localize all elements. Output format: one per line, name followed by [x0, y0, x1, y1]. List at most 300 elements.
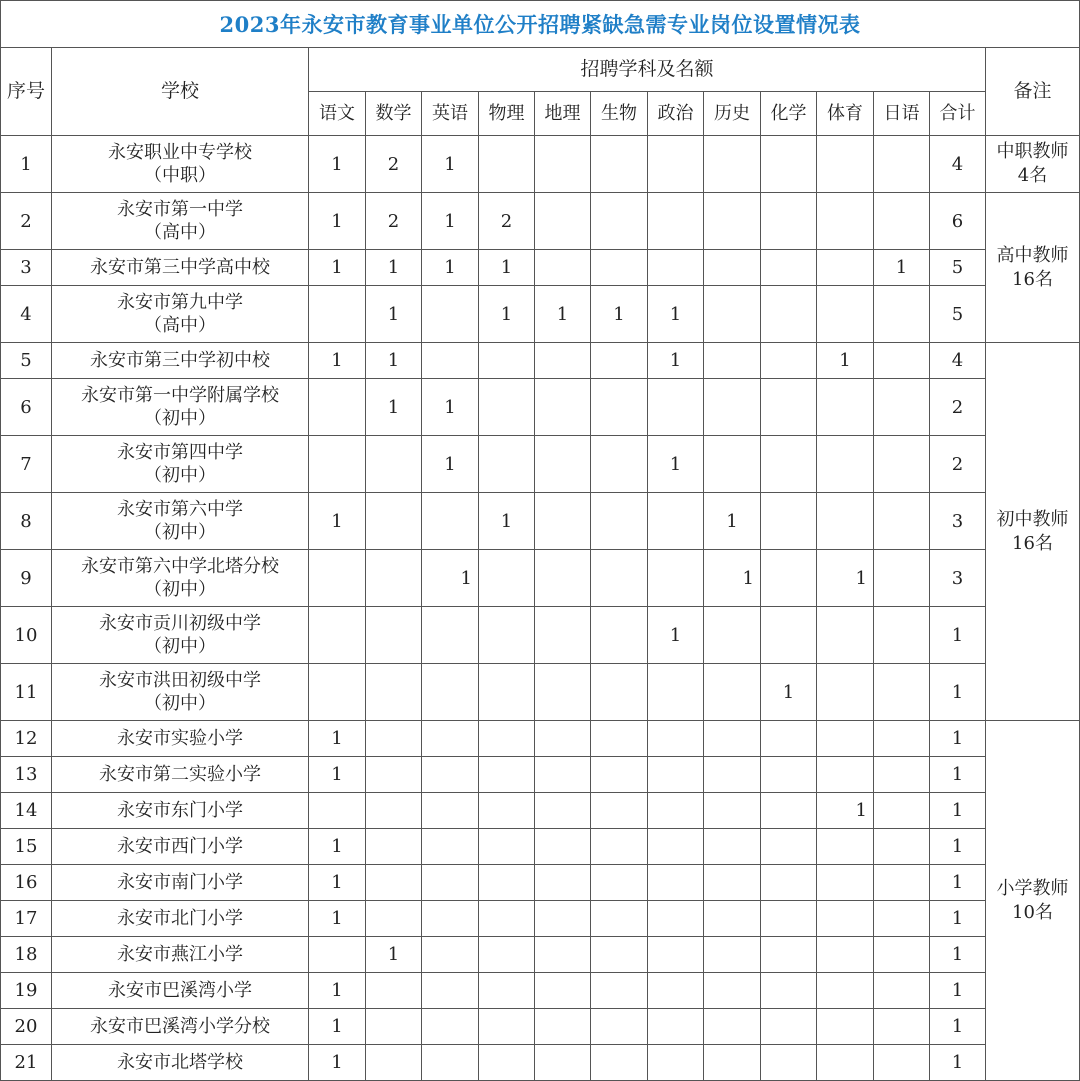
quota-cell	[648, 973, 704, 1009]
quota-cell	[874, 379, 930, 436]
row-index: 8	[1, 493, 52, 550]
quota-cell	[479, 901, 535, 937]
quota-cell	[422, 793, 479, 829]
quota-cell: 1	[366, 937, 422, 973]
quota-cell	[422, 343, 479, 379]
quota-cell: 1	[309, 973, 366, 1009]
subject-header: 体育	[817, 92, 874, 136]
quota-cell	[874, 973, 930, 1009]
quota-cell	[535, 379, 591, 436]
quota-cell	[704, 1045, 761, 1081]
quota-cell	[761, 379, 817, 436]
quota-cell	[366, 793, 422, 829]
subject-header: 地理	[535, 92, 591, 136]
row-total: 1	[930, 937, 986, 973]
school-name: 永安市西门小学	[52, 829, 309, 865]
quota-cell	[817, 1009, 874, 1045]
quota-cell	[648, 901, 704, 937]
table-row	[1, 937, 1080, 973]
row-index: 3	[1, 250, 52, 286]
quota-cell	[366, 436, 422, 493]
quota-cell	[591, 343, 648, 379]
quota-cell	[309, 607, 366, 664]
row-index: 7	[1, 436, 52, 493]
quota-cell	[874, 1045, 930, 1081]
quota-cell	[366, 607, 422, 664]
table-row	[1, 865, 1080, 901]
row-index: 9	[1, 550, 52, 607]
row-index: 11	[1, 664, 52, 721]
quota-cell: 1	[309, 1009, 366, 1045]
quota-cell	[874, 493, 930, 550]
quota-cell	[874, 901, 930, 937]
quota-cell	[704, 286, 761, 343]
row-index: 10	[1, 607, 52, 664]
row-total: 1	[930, 607, 986, 664]
table-row	[1, 721, 1080, 757]
row-index: 13	[1, 757, 52, 793]
quota-cell	[874, 1009, 930, 1045]
table-row	[1, 193, 1080, 250]
quota-cell	[591, 829, 648, 865]
quota-cell	[648, 865, 704, 901]
quota-cell: 1	[309, 865, 366, 901]
quota-cell	[648, 1009, 704, 1045]
quota-cell: 1	[309, 193, 366, 250]
quota-cell	[761, 973, 817, 1009]
row-index: 20	[1, 1009, 52, 1045]
quota-cell	[648, 379, 704, 436]
row-total: 5	[930, 286, 986, 343]
quota-cell	[817, 493, 874, 550]
quota-cell	[479, 607, 535, 664]
quota-cell	[309, 550, 366, 607]
quota-cell	[535, 1045, 591, 1081]
quota-cell	[366, 721, 422, 757]
quota-cell	[761, 286, 817, 343]
quota-cell: 1	[648, 286, 704, 343]
quota-cell	[422, 937, 479, 973]
school-name: 永安市巴溪湾小学	[52, 973, 309, 1009]
quota-cell	[874, 865, 930, 901]
quota-cell	[479, 757, 535, 793]
quota-cell	[535, 550, 591, 607]
quota-cell: 1	[479, 250, 535, 286]
quota-cell	[704, 757, 761, 793]
quota-cell	[535, 193, 591, 250]
quota-cell	[591, 607, 648, 664]
row-total: 1	[930, 901, 986, 937]
quota-cell	[704, 865, 761, 901]
row-index: 5	[1, 343, 52, 379]
table-row	[1, 493, 1080, 550]
quota-cell: 1	[422, 193, 479, 250]
quota-cell	[817, 286, 874, 343]
school-name: 永安职业中专学校 （中职）	[52, 136, 309, 193]
quota-cell	[761, 193, 817, 250]
quota-cell: 1	[366, 286, 422, 343]
quota-cell: 1	[479, 286, 535, 343]
quota-cell	[479, 1045, 535, 1081]
quota-cell	[535, 901, 591, 937]
subject-header: 政治	[648, 92, 704, 136]
quota-cell: 1	[309, 250, 366, 286]
row-index: 4	[1, 286, 52, 343]
quota-cell	[817, 379, 874, 436]
quota-cell	[422, 865, 479, 901]
quota-cell	[761, 937, 817, 973]
quota-cell: 1	[309, 721, 366, 757]
row-index: 17	[1, 901, 52, 937]
quota-cell	[422, 973, 479, 1009]
quota-cell: 1	[422, 250, 479, 286]
quota-cell	[761, 136, 817, 193]
row-total: 2	[930, 436, 986, 493]
quota-cell	[704, 193, 761, 250]
quota-cell	[874, 436, 930, 493]
quota-cell	[535, 793, 591, 829]
quota-cell: 1	[591, 286, 648, 343]
school-name: 永安市实验小学	[52, 721, 309, 757]
row-index: 6	[1, 379, 52, 436]
row-index: 1	[1, 136, 52, 193]
quota-cell	[874, 193, 930, 250]
quota-cell	[591, 973, 648, 1009]
quota-cell	[535, 493, 591, 550]
quota-cell: 1	[817, 343, 874, 379]
quota-cell	[422, 829, 479, 865]
quota-cell	[817, 721, 874, 757]
school-name: 永安市洪田初级中学 （初中）	[52, 664, 309, 721]
quota-cell	[817, 937, 874, 973]
quota-cell: 1	[422, 136, 479, 193]
quota-cell	[591, 136, 648, 193]
quota-cell: 1	[366, 250, 422, 286]
quota-cell	[648, 721, 704, 757]
quota-cell	[422, 901, 479, 937]
table-row	[1, 436, 1080, 493]
quota-cell	[366, 901, 422, 937]
subject-header: 历史	[704, 92, 761, 136]
table-row	[1, 607, 1080, 664]
quota-cell	[422, 721, 479, 757]
quota-cell	[648, 829, 704, 865]
quota-cell	[648, 250, 704, 286]
row-index: 14	[1, 793, 52, 829]
school-name: 永安市第三中学高中校	[52, 250, 309, 286]
quota-cell	[874, 136, 930, 193]
row-total: 1	[930, 664, 986, 721]
quota-cell	[817, 193, 874, 250]
quota-cell	[761, 550, 817, 607]
school-name: 永安市北门小学	[52, 901, 309, 937]
quota-cell	[479, 1009, 535, 1045]
quota-cell	[366, 865, 422, 901]
row-total: 1	[930, 865, 986, 901]
school-name: 永安市第六中学北塔分校 （初中）	[52, 550, 309, 607]
quota-cell	[761, 343, 817, 379]
quota-cell: 1	[422, 550, 479, 607]
quota-cell	[704, 793, 761, 829]
quota-cell	[535, 136, 591, 193]
quota-cell	[874, 829, 930, 865]
quota-cell	[422, 1045, 479, 1081]
quota-cell	[479, 937, 535, 973]
quota-cell	[591, 721, 648, 757]
quota-cell: 1	[704, 550, 761, 607]
quota-cell	[874, 937, 930, 973]
quota-cell	[591, 937, 648, 973]
remark-cell: 初中教师 16名	[986, 343, 1080, 721]
school-name: 永安市北塔学校	[52, 1045, 309, 1081]
quota-cell: 1	[648, 436, 704, 493]
quota-cell	[704, 937, 761, 973]
quota-cell	[704, 343, 761, 379]
quota-cell	[422, 286, 479, 343]
quota-cell: 1	[309, 901, 366, 937]
remark-cell: 小学教师 10名	[986, 721, 1080, 1081]
quota-cell	[535, 865, 591, 901]
quota-cell	[591, 757, 648, 793]
row-total: 1	[930, 721, 986, 757]
quota-cell	[479, 865, 535, 901]
subject-header: 语文	[309, 92, 366, 136]
quota-cell: 1	[309, 493, 366, 550]
quota-cell	[309, 379, 366, 436]
quota-cell	[817, 829, 874, 865]
quota-cell: 1	[366, 379, 422, 436]
quota-cell: 2	[479, 193, 535, 250]
quota-cell	[309, 664, 366, 721]
index-header: 序号	[1, 48, 52, 136]
quota-cell	[648, 1045, 704, 1081]
quota-cell	[591, 436, 648, 493]
table-row	[1, 973, 1080, 1009]
quota-cell	[535, 250, 591, 286]
quota-cell	[874, 286, 930, 343]
quota-cell	[479, 721, 535, 757]
quota-cell: 1	[817, 793, 874, 829]
quota-cell	[761, 829, 817, 865]
quota-cell	[874, 757, 930, 793]
quota-cell	[761, 1045, 817, 1081]
quota-cell	[535, 1009, 591, 1045]
quota-cell	[479, 136, 535, 193]
subject-header: 日语	[874, 92, 930, 136]
quota-cell	[479, 829, 535, 865]
quota-cell	[761, 757, 817, 793]
school-name: 永安市第一中学附属学校 （初中）	[52, 379, 309, 436]
quota-cell	[648, 664, 704, 721]
subjects-group-header: 招聘学科及名额	[309, 48, 986, 92]
quota-cell	[422, 757, 479, 793]
row-total: 3	[930, 493, 986, 550]
school-name: 永安市第二实验小学	[52, 757, 309, 793]
quota-cell	[479, 793, 535, 829]
quota-cell	[366, 973, 422, 1009]
quota-cell: 1	[422, 379, 479, 436]
row-total: 1	[930, 757, 986, 793]
quota-cell	[648, 550, 704, 607]
quota-cell	[874, 607, 930, 664]
quota-cell	[761, 436, 817, 493]
quota-cell	[648, 493, 704, 550]
quota-cell	[704, 664, 761, 721]
table-title: 2023年永安市教育事业单位公开招聘紧缺急需专业岗位设置情况表	[1, 1, 1080, 48]
quota-cell: 1	[309, 136, 366, 193]
quota-cell	[817, 1045, 874, 1081]
quota-cell	[591, 193, 648, 250]
quota-cell	[591, 1009, 648, 1045]
quota-cell	[535, 343, 591, 379]
row-total: 1	[930, 793, 986, 829]
school-header: 学校	[52, 48, 309, 136]
quota-cell	[874, 550, 930, 607]
school-name: 永安市第九中学 （高中）	[52, 286, 309, 343]
quota-cell: 1	[309, 343, 366, 379]
quota-cell	[591, 865, 648, 901]
quota-cell	[817, 436, 874, 493]
quota-cell	[704, 721, 761, 757]
quota-cell	[591, 250, 648, 286]
row-total: 3	[930, 550, 986, 607]
table-row	[1, 901, 1080, 937]
quota-cell	[648, 757, 704, 793]
row-index: 15	[1, 829, 52, 865]
quota-cell	[648, 136, 704, 193]
quota-cell	[817, 136, 874, 193]
quota-cell	[704, 901, 761, 937]
quota-cell	[761, 250, 817, 286]
table-row	[1, 793, 1080, 829]
remark-cell: 高中教师 16名	[986, 193, 1080, 343]
school-name: 永安市贡川初级中学 （初中）	[52, 607, 309, 664]
quota-cell	[817, 973, 874, 1009]
row-total: 6	[930, 193, 986, 250]
quota-cell	[535, 829, 591, 865]
header-row-1	[1, 48, 1080, 92]
quota-cell	[874, 793, 930, 829]
quota-cell	[591, 493, 648, 550]
quota-cell: 1	[366, 343, 422, 379]
table-row	[1, 664, 1080, 721]
quota-cell	[704, 136, 761, 193]
row-total: 1	[930, 1009, 986, 1045]
row-total: 1	[930, 973, 986, 1009]
quota-cell	[648, 193, 704, 250]
quota-cell	[761, 493, 817, 550]
quota-cell: 1	[309, 757, 366, 793]
quota-cell	[817, 607, 874, 664]
quota-cell: 2	[366, 136, 422, 193]
row-index: 2	[1, 193, 52, 250]
quota-cell: 1	[535, 286, 591, 343]
quota-cell	[309, 286, 366, 343]
quota-cell	[422, 607, 479, 664]
quota-cell	[535, 757, 591, 793]
school-name: 永安市燕江小学	[52, 937, 309, 973]
quota-cell	[535, 937, 591, 973]
table-row	[1, 1045, 1080, 1081]
row-index: 16	[1, 865, 52, 901]
quota-cell	[479, 664, 535, 721]
table-row	[1, 757, 1080, 793]
table-row	[1, 250, 1080, 286]
school-name: 永安市第一中学 （高中）	[52, 193, 309, 250]
quota-cell: 2	[366, 193, 422, 250]
quota-cell	[535, 721, 591, 757]
quota-cell	[366, 664, 422, 721]
quota-cell	[366, 550, 422, 607]
quota-cell: 1	[309, 1045, 366, 1081]
quota-cell	[704, 607, 761, 664]
subject-header: 物理	[479, 92, 535, 136]
school-name: 永安市东门小学	[52, 793, 309, 829]
quota-cell	[591, 1045, 648, 1081]
subject-header: 生物	[591, 92, 648, 136]
quota-cell	[366, 829, 422, 865]
quota-cell	[535, 664, 591, 721]
table-row	[1, 1009, 1080, 1045]
quota-cell	[422, 1009, 479, 1045]
quota-cell	[648, 937, 704, 973]
quota-cell	[874, 664, 930, 721]
row-total: 1	[930, 829, 986, 865]
quota-cell	[535, 436, 591, 493]
quota-cell	[422, 664, 479, 721]
quota-cell: 1	[874, 250, 930, 286]
quota-cell: 1	[817, 550, 874, 607]
school-name: 永安市第六中学 （初中）	[52, 493, 309, 550]
table-row	[1, 286, 1080, 343]
quota-cell: 1	[309, 829, 366, 865]
quota-cell: 1	[648, 607, 704, 664]
table-row	[1, 136, 1080, 193]
quota-cell	[479, 379, 535, 436]
school-name: 永安市巴溪湾小学分校	[52, 1009, 309, 1045]
quota-cell	[309, 436, 366, 493]
row-index: 12	[1, 721, 52, 757]
quota-cell	[761, 865, 817, 901]
row-index: 21	[1, 1045, 52, 1081]
quota-cell	[366, 493, 422, 550]
quota-cell	[366, 757, 422, 793]
quota-cell: 1	[648, 343, 704, 379]
quota-cell	[479, 343, 535, 379]
row-index: 19	[1, 973, 52, 1009]
quota-cell	[817, 865, 874, 901]
quota-cell	[704, 829, 761, 865]
subject-header: 数学	[366, 92, 422, 136]
quota-cell	[704, 436, 761, 493]
quota-cell	[761, 793, 817, 829]
quota-cell	[817, 250, 874, 286]
row-total: 5	[930, 250, 986, 286]
quota-cell	[479, 550, 535, 607]
title-row	[1, 1, 1080, 48]
row-total: 4	[930, 343, 986, 379]
quota-cell	[817, 757, 874, 793]
quota-cell	[761, 901, 817, 937]
quota-cell	[704, 379, 761, 436]
row-total: 1	[930, 1045, 986, 1081]
table-row	[1, 343, 1080, 379]
row-index: 18	[1, 937, 52, 973]
remarks-header: 备注	[986, 48, 1080, 136]
quota-cell	[704, 250, 761, 286]
quota-cell	[761, 721, 817, 757]
quota-cell	[817, 901, 874, 937]
